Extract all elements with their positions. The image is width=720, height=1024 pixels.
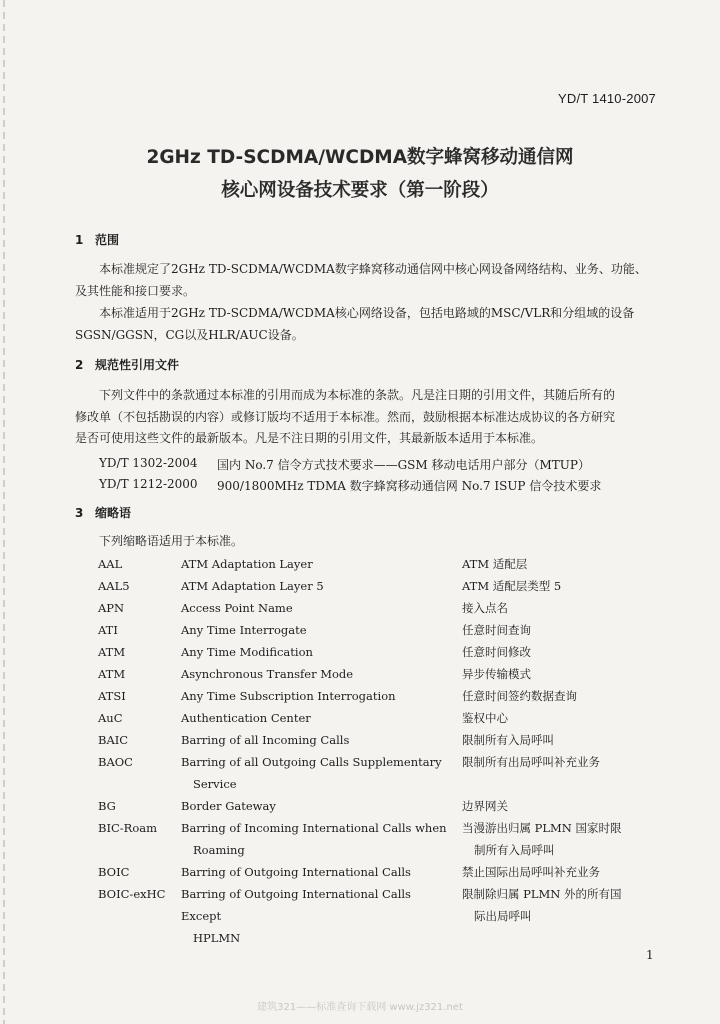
abbreviation-row	[98, 663, 658, 685]
abbreviation-english	[181, 641, 451, 663]
abbreviation-term: AAL5	[98, 579, 130, 593]
paragraph-line: 下列文件中的条款通过本标准的引用而成为本标准的条款。凡是注日期的引用文件，其随后所有的	[99, 388, 616, 402]
page-number: 1	[646, 948, 654, 962]
abbreviation-english-line: ATM Adaptation Layer	[181, 557, 313, 571]
abbreviation-chinese-line: 鉴权中心	[462, 711, 508, 725]
abbreviation-chinese-line: 接入点名	[462, 601, 508, 615]
abbreviation-english	[181, 795, 451, 817]
abbreviation-chinese	[462, 861, 652, 883]
abbreviation-row	[98, 641, 658, 663]
abbreviation-english-line: ATM Adaptation Layer 5	[181, 579, 324, 593]
abbreviation-english	[181, 751, 451, 795]
abbreviation-english-line: Barring of Incoming International Calls when	[181, 821, 447, 835]
section-heading-abbreviations: 3 缩略语	[75, 506, 132, 520]
abbreviation-term: ATSI	[98, 689, 126, 703]
abbreviation-row	[98, 597, 658, 619]
abbreviation-chinese-line: 异步传输模式	[462, 667, 531, 681]
abbreviation-english-line: Access Point Name	[181, 601, 293, 615]
document-title-line-1: 2GHz TD-SCDMA/WCDMA数字蜂窝移动通信网	[146, 147, 574, 168]
abbreviation-english	[181, 619, 451, 641]
abbreviation-row	[98, 751, 658, 795]
abbreviation-chinese-line: 制所有入局呼叫	[474, 843, 555, 857]
abbreviation-chinese	[462, 817, 652, 861]
abbreviation-english	[181, 729, 451, 751]
abbreviation-term: BAOC	[98, 755, 133, 769]
abbreviation-term: AAL	[98, 557, 123, 571]
abbreviation-row	[98, 575, 658, 597]
abbreviation-chinese	[462, 729, 652, 751]
abbreviation-chinese-line: 任意时间修改	[462, 645, 531, 659]
abbreviation-english-line: Service	[193, 777, 237, 791]
abbreviation-term: BOIC-exHC	[98, 887, 166, 901]
abbreviation-chinese	[462, 663, 652, 685]
abbreviation-english-line: Any Time Subscription Interrogation	[181, 689, 396, 703]
abbreviation-english	[181, 861, 451, 883]
abbreviation-english-line: Border Gateway	[181, 799, 276, 813]
abbreviation-english-line: Barring of all Incoming Calls	[181, 733, 350, 747]
abbreviation-english	[181, 575, 451, 597]
abbreviation-term: ATM	[98, 645, 126, 659]
abbreviation-chinese	[462, 597, 652, 619]
watermark: 建筑321——标准查询下载网 www.jz321.net	[257, 1002, 463, 1013]
abbreviation-row	[98, 817, 658, 861]
abbreviation-english	[181, 553, 451, 575]
abbreviation-row	[98, 861, 658, 883]
abbreviation-row	[98, 883, 658, 945]
abbreviation-english-line: Asynchronous Transfer Mode	[181, 667, 354, 681]
abbreviation-term: BOIC	[98, 865, 130, 879]
paragraph-line: 及其性能和接口要求。	[75, 284, 196, 298]
abbreviation-chinese-line: 任意时间签约数据查询	[462, 689, 577, 703]
abbreviation-chinese-line: 限制所有入局呼叫	[462, 733, 554, 747]
abbreviation-row	[98, 619, 658, 641]
abbreviation-chinese-line: 当漫游出归属 PLMN 国家时限	[462, 821, 622, 835]
abbreviation-chinese	[462, 707, 652, 729]
abbreviation-term: BIC-Roam	[98, 821, 158, 835]
abbreviation-chinese	[462, 795, 652, 817]
abbreviation-chinese-line: 际出局呼叫	[474, 909, 532, 923]
section-heading-scope: 1 范围	[75, 233, 120, 247]
abbreviation-row	[98, 707, 658, 729]
abbreviation-english-line: Any Time Modification	[181, 645, 313, 659]
abbreviation-english	[181, 685, 451, 707]
abbreviation-english	[181, 663, 451, 685]
abbreviation-english	[181, 817, 451, 861]
abbreviation-chinese	[462, 641, 652, 663]
abbreviation-chinese-line: 禁止国际出局呼叫补充业务	[462, 865, 600, 879]
abbreviation-english-line: Barring of all Outgoing Calls Supplementary	[181, 755, 442, 769]
paragraph-line: 本标准规定了2GHz TD-SCDMA/WCDMA数字蜂窝移动通信网中核心网设备网络结构、业务、功能、	[99, 262, 647, 276]
abbreviation-term: ATM	[98, 667, 126, 681]
abbreviation-term: BG	[98, 799, 116, 813]
abbreviation-chinese-line: 限制所有出局呼叫补充业务	[462, 755, 600, 769]
abbreviation-english-line: Barring of Outgoing International Calls	[181, 865, 411, 879]
abbreviation-chinese	[462, 685, 652, 707]
abbreviation-english-line: Authentication Center	[181, 711, 311, 725]
abbreviation-chinese-line: 边界网关	[462, 799, 508, 813]
document-title-line-2: 核心网设备技术要求（第一阶段）	[221, 180, 499, 201]
abbreviation-english-line: Roaming	[193, 843, 245, 857]
paragraph-line: 修改单（不包括勘误的内容）或修订版均不适用于本标准。然而，鼓励根据本标准达成协议的各方研究	[75, 410, 616, 424]
abbreviation-english-line: HPLMN	[193, 931, 241, 945]
section-heading-references: 2 规范性引用文件	[75, 358, 180, 372]
abbreviation-chinese-line: ATM 适配层	[462, 557, 528, 571]
abbreviation-chinese	[462, 751, 652, 773]
abbreviation-row	[98, 685, 658, 707]
abbreviation-chinese	[462, 619, 652, 641]
abbreviation-row	[98, 553, 658, 575]
abbreviation-term: AuC	[98, 711, 123, 725]
reference-item: YD/T 1302-2004 国内 No.7 信令方式技术要求——GSM 移动电话用户部分（MTUP）	[99, 456, 590, 472]
abbreviation-english	[181, 597, 451, 619]
abbreviation-chinese-line: 任意时间查询	[462, 623, 531, 637]
abbreviation-english	[181, 707, 451, 729]
abbreviation-row	[98, 795, 658, 817]
abbreviation-term: BAIC	[98, 733, 129, 747]
abbreviation-chinese	[462, 553, 652, 575]
abbreviation-chinese	[462, 883, 652, 927]
paragraph-line: 是否可使用这些文件的最新版本。凡是不注日期的引用文件，其最新版本适用于本标准。	[75, 431, 544, 445]
abbreviation-chinese-line: 限制除归属 PLMN 外的所有国	[462, 887, 622, 901]
abbreviation-english-line: Any Time Interrogate	[181, 623, 307, 637]
abbreviation-row	[98, 729, 658, 751]
abbreviation-english	[181, 883, 451, 949]
paragraph-line: 下列缩略语适用于本标准。	[99, 534, 244, 548]
abbreviation-term: ATI	[98, 623, 118, 637]
standard-number: YD/T 1410-2007	[558, 91, 656, 106]
paragraph-line: 本标准适用于2GHz TD-SCDMA/WCDMA核心网络设备，包括电路域的MSC/VLR和分组域的设备	[99, 306, 635, 320]
reference-item: YD/T 1212-2000 900/1800MHz TDMA 数字蜂窝移动通信网 No.7 ISUP 信令技术要求	[99, 477, 602, 493]
abbreviation-english-line: Barring of Outgoing International Calls Except	[181, 887, 411, 923]
abbreviation-chinese-line: ATM 适配层类型 5	[462, 579, 562, 593]
abbreviation-term: APN	[98, 601, 125, 615]
abbreviation-chinese	[462, 575, 652, 597]
paragraph-line: SGSN/GGSN，CG以及HLR/AUC设备。	[75, 328, 304, 342]
